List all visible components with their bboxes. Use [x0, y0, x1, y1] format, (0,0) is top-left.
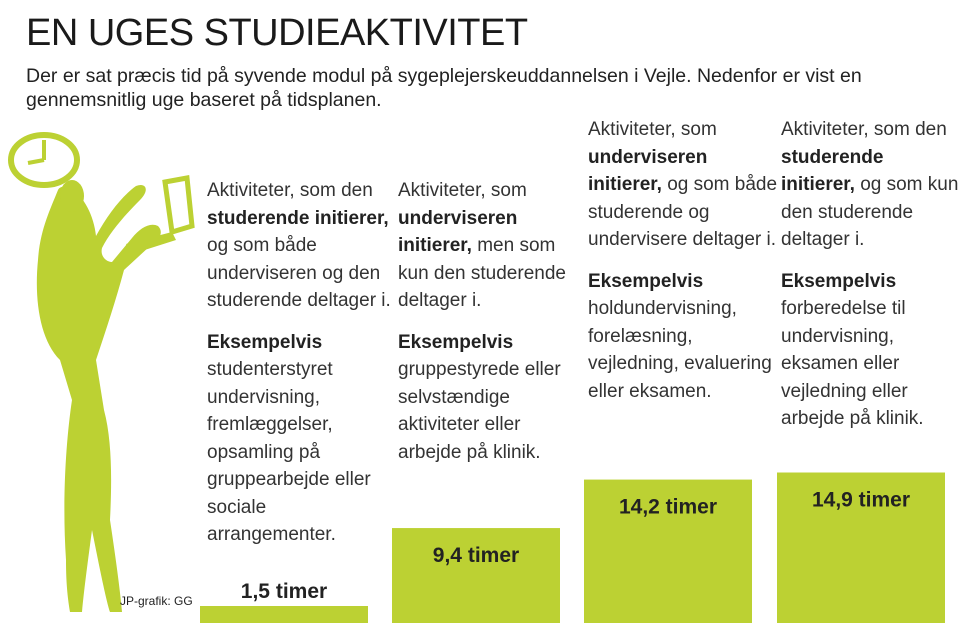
column-4-example-text: forberedelse til undervisning, eksamen eller vejledning eller arbejde på klinik. — [781, 298, 924, 429]
student-illustration — [11, 135, 192, 612]
column-4-description — [781, 116, 960, 254]
column-4-example-label: Eksempelvis — [781, 270, 897, 292]
graphic-credit: JP-grafik: GG — [120, 594, 193, 608]
column-1-example-text: studenterstyret undervisning, fremlæggelser, opsamling på gruppearbejde eller sociale arrangementer. — [207, 359, 371, 545]
bar-2 — [392, 528, 560, 623]
column-2-desc-start: Aktiviteter, som — [398, 180, 527, 201]
column-2-example-text: gruppestyrede eller selvstændige aktiviteter eller arbejde på klinik. — [398, 359, 561, 463]
column-4-desc-end: og som kun den studerende deltager i. — [781, 174, 959, 250]
column-3-desc-start: Aktiviteter, som — [588, 119, 717, 140]
bar-value-label-1: 1,5 timer — [240, 580, 328, 603]
column-2-example-label: Eksempelvis — [398, 331, 514, 353]
column-2-description — [398, 177, 588, 315]
bar-value-label-2: 9,4 timer — [432, 544, 520, 568]
column-4-desc-start: Aktiviteter, som den — [781, 119, 947, 140]
column-3-text — [588, 116, 778, 405]
column-4-text — [781, 116, 960, 433]
column-3-description — [588, 116, 778, 254]
person-silhouette — [37, 185, 161, 612]
column-3-example-text: holdundervisning, forelæsning, vejledning, evaluering eller eksamen. — [588, 298, 772, 402]
column-3-example-label: Eksempelvis — [588, 270, 704, 292]
page-title: EN UGES STUDIEAKTIVITET — [26, 12, 528, 54]
column-2-desc-end: men som kun den studerende deltager i. — [398, 235, 566, 311]
column-2-desc-bold: underviseren initierer, — [398, 207, 518, 256]
column-3-desc-bold: underviseren initierer, — [588, 146, 708, 195]
column-4-desc-bold: studerende initierer, — [781, 146, 884, 195]
column-1-example-label: Eksempelvis — [207, 331, 323, 353]
column-3-desc-end: og som både studerende og undervisere deltager i. — [588, 174, 778, 250]
column-1-description — [207, 177, 397, 315]
bar-value-label-3: 14,2 timer — [618, 495, 718, 519]
column-1-desc-bold: studerende initierer, — [207, 207, 389, 229]
column-1-text — [207, 177, 397, 549]
page-subtitle: Der er sat præcis tid på syvende modul på sygeplejerskeuddannelsen i Vejle. Nedenfor er vist en gennemsnitlig uge baseret på tidsplanen. — [26, 65, 862, 111]
column-1-desc-start: Aktiviteter, som den — [207, 180, 373, 201]
clock-icon — [11, 135, 77, 185]
bar-1 — [200, 606, 368, 623]
column-2-text — [398, 177, 588, 466]
column-1-desc-end: og som både underviseren og den studerende deltager i. — [207, 235, 391, 311]
bar-value-label-4: 14,9 timer — [811, 488, 911, 512]
